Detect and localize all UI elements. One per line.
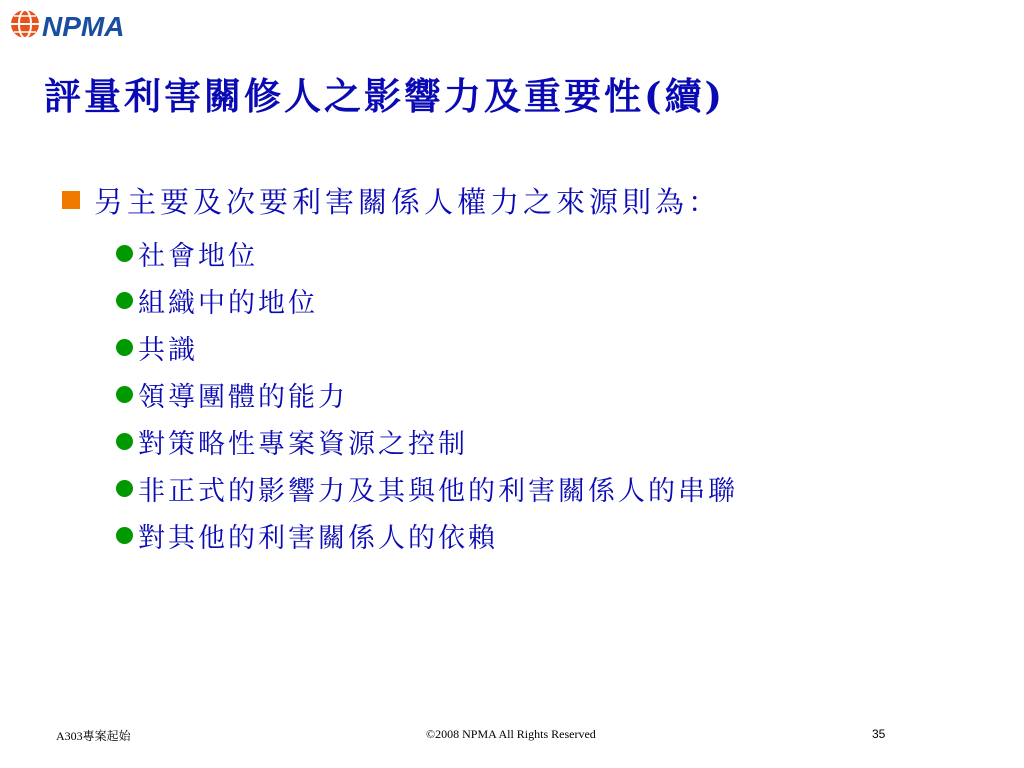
round-bullet-icon — [116, 527, 133, 544]
slide-title: 評量利害關修人之影響力及重要性(續) — [44, 74, 726, 118]
main-bullet-text: 另主要及次要利害關係人權力之來源則為： — [94, 184, 722, 219]
sub-bullet-text: 組織中的地位 — [138, 288, 318, 319]
square-bullet-icon — [62, 191, 80, 209]
sub-bullet-item — [116, 418, 984, 465]
sub-bullet-list — [62, 230, 984, 559]
sub-bullet-text: 領導團體的能力 — [138, 382, 348, 413]
sub-bullet-item — [116, 512, 984, 559]
round-bullet-icon — [116, 386, 133, 403]
sub-bullet-text: 共識 — [138, 335, 198, 366]
sub-bullet-text: 非正式的影響力及其與他的利害關係人的串聯 — [138, 476, 738, 507]
round-bullet-icon — [116, 292, 133, 309]
slide-content — [62, 178, 984, 559]
round-bullet-icon — [116, 480, 133, 497]
sub-bullet-item — [116, 465, 984, 512]
sub-bullet-text: 對其他的利害關係人的依賴 — [138, 523, 498, 554]
sub-bullet-text: 對策略性專案資源之控制 — [138, 429, 468, 460]
logo-text: NPMA — [42, 11, 125, 42]
main-bullet — [62, 178, 984, 222]
sub-bullet-item — [116, 324, 984, 371]
npma-logo — [8, 4, 140, 44]
sub-bullet-item — [116, 277, 984, 324]
globe-icon — [8, 4, 140, 44]
round-bullet-icon — [116, 339, 133, 356]
footer-page-number: 35 — [872, 727, 886, 741]
footer-copyright: ©2008 NPMA All Rights Reserved — [426, 727, 596, 741]
round-bullet-icon — [116, 245, 133, 262]
sub-bullet-text: 社會地位 — [138, 241, 258, 272]
round-bullet-icon — [116, 433, 133, 450]
footer-course-code: A303專案起始 — [56, 729, 131, 743]
sub-bullet-item — [116, 230, 984, 277]
sub-bullet-item — [116, 371, 984, 418]
